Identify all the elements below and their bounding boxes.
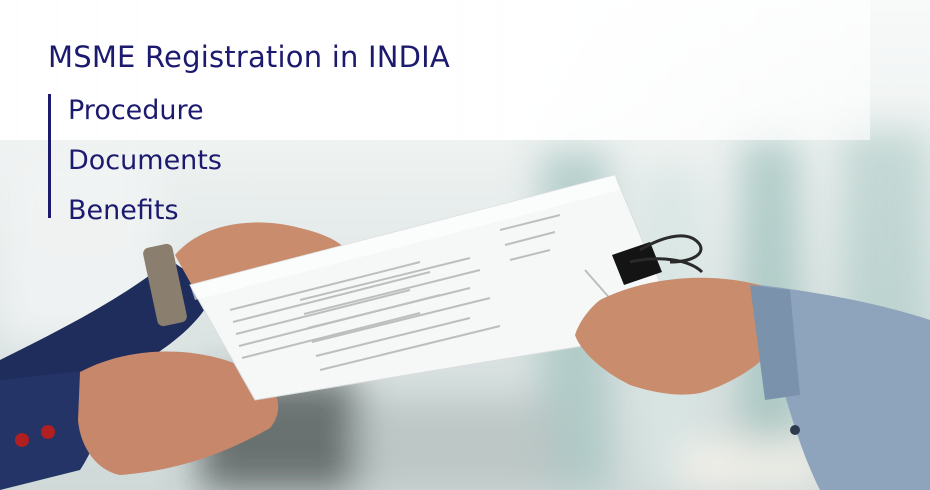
- right-cuff-button: [790, 425, 800, 435]
- cufflink-1: [15, 433, 29, 447]
- page-title: MSME Registration in INDIA: [48, 40, 450, 74]
- topic-procedure: Procedure: [68, 95, 204, 126]
- cufflink-2: [41, 425, 55, 439]
- topic-benefits: Benefits: [68, 195, 179, 226]
- topics-list: [48, 94, 222, 226]
- topic-documents: Documents: [68, 145, 222, 176]
